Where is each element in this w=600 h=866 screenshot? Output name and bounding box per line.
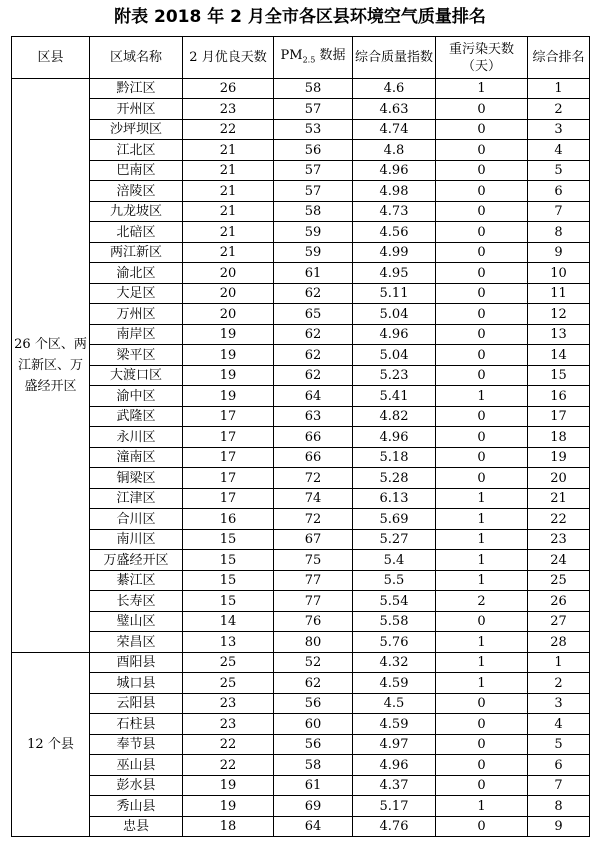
heavy-days-cell: 1 [436, 509, 528, 530]
good-days-cell: 19 [183, 386, 274, 407]
heavy-days-cell: 0 [436, 243, 528, 263]
pm25-cell: 52 [274, 653, 353, 673]
rank-cell: 20 [528, 468, 590, 489]
index-cell: 5.4 [353, 550, 436, 571]
heavy-days-cell: 1 [436, 550, 528, 571]
pm25-cell: 72 [274, 468, 353, 489]
index-cell: 5.18 [353, 448, 436, 468]
header-good-days: 2 月优良天数 [183, 37, 274, 79]
index-cell: 4.98 [353, 181, 436, 202]
index-cell: 4.96 [353, 427, 436, 448]
pm25-cell: 62 [274, 284, 353, 304]
area-cell: 奉节县 [90, 735, 183, 755]
table-row [12, 79, 590, 99]
good-days-cell: 19 [183, 345, 274, 366]
table-row [12, 120, 590, 140]
rank-cell: 12 [528, 304, 590, 325]
air-quality-ranking-table [11, 36, 590, 837]
table-row [12, 509, 590, 530]
index-cell: 4.96 [353, 325, 436, 345]
pm25-cell: 58 [274, 79, 353, 99]
pm25-cell: 56 [274, 140, 353, 161]
rank-cell: 27 [528, 612, 590, 632]
table-row [12, 591, 590, 612]
header-index: 综合质量指数 [353, 37, 436, 79]
good-days-cell: 22 [183, 735, 274, 755]
pm25-cell: 59 [274, 243, 353, 263]
area-cell: 江北区 [90, 140, 183, 161]
rank-cell: 13 [528, 325, 590, 345]
area-cell: 巴南区 [90, 161, 183, 181]
area-cell: 荣昌区 [90, 632, 183, 653]
index-cell: 5.58 [353, 612, 436, 632]
pm25-cell: 64 [274, 817, 353, 837]
good-days-cell: 19 [183, 366, 274, 386]
table-row [12, 755, 590, 776]
good-days-cell: 17 [183, 427, 274, 448]
rank-cell: 3 [528, 694, 590, 714]
area-cell: 彭水县 [90, 776, 183, 796]
area-cell: 潼南区 [90, 448, 183, 468]
good-days-cell: 22 [183, 120, 274, 140]
heavy-days-cell: 0 [436, 755, 528, 776]
heavy-days-cell: 0 [436, 202, 528, 222]
rank-cell: 9 [528, 243, 590, 263]
table-row [12, 99, 590, 120]
index-cell: 4.6 [353, 79, 436, 99]
rank-cell: 5 [528, 161, 590, 181]
index-cell: 4.59 [353, 673, 436, 694]
area-cell: 綦江区 [90, 571, 183, 591]
pm-suffix: 数据 [315, 47, 346, 63]
table-row [12, 530, 590, 550]
heavy-days-cell: 1 [436, 673, 528, 694]
table-row [12, 694, 590, 714]
index-cell: 5.69 [353, 509, 436, 530]
district-group-cell: 26 个区、两江新区、万盛经开区 [12, 79, 90, 653]
area-cell: 秀山县 [90, 796, 183, 817]
heavy-days-cell: 0 [436, 776, 528, 796]
pm25-cell: 69 [274, 796, 353, 817]
table-row [12, 817, 590, 837]
rank-cell: 7 [528, 776, 590, 796]
index-cell: 4.96 [353, 755, 436, 776]
good-days-cell: 22 [183, 755, 274, 776]
heavy-days-cell: 0 [436, 345, 528, 366]
rank-cell: 25 [528, 571, 590, 591]
index-cell: 4.76 [353, 817, 436, 837]
rank-cell: 23 [528, 530, 590, 550]
good-days-cell: 21 [183, 243, 274, 263]
rank-cell: 11 [528, 284, 590, 304]
heavy-days-cell: 0 [436, 120, 528, 140]
area-cell: 梁平区 [90, 345, 183, 366]
header-row [12, 37, 590, 79]
heavy-days-cell: 1 [436, 571, 528, 591]
heavy-days-cell: 0 [436, 263, 528, 284]
good-days-cell: 23 [183, 694, 274, 714]
area-cell: 黔江区 [90, 79, 183, 99]
pm25-cell: 57 [274, 181, 353, 202]
table-row [12, 427, 590, 448]
heavy-days-cell: 0 [436, 735, 528, 755]
rank-cell: 5 [528, 735, 590, 755]
pm25-cell: 77 [274, 591, 353, 612]
area-cell: 城口县 [90, 673, 183, 694]
pm25-cell: 53 [274, 120, 353, 140]
heavy-days-cell: 2 [436, 591, 528, 612]
table-row [12, 366, 590, 386]
area-cell: 涪陵区 [90, 181, 183, 202]
pm25-cell: 61 [274, 263, 353, 284]
area-cell: 武隆区 [90, 407, 183, 427]
good-days-cell: 25 [183, 653, 274, 673]
pm25-cell: 60 [274, 714, 353, 735]
heavy-days-cell: 0 [436, 714, 528, 735]
rank-cell: 8 [528, 796, 590, 817]
heavy-days-cell: 1 [436, 386, 528, 407]
area-cell: 渝北区 [90, 263, 183, 284]
good-days-cell: 17 [183, 468, 274, 489]
good-days-cell: 19 [183, 776, 274, 796]
heavy-days-cell: 0 [436, 222, 528, 243]
table-row [12, 714, 590, 735]
heavy-days-cell: 0 [436, 99, 528, 120]
rank-cell: 16 [528, 386, 590, 407]
good-days-cell: 19 [183, 325, 274, 345]
area-cell: 长寿区 [90, 591, 183, 612]
index-cell: 4.8 [353, 140, 436, 161]
area-cell: 合川区 [90, 509, 183, 530]
good-days-cell: 23 [183, 99, 274, 120]
index-cell: 4.96 [353, 161, 436, 181]
index-cell: 5.41 [353, 386, 436, 407]
area-cell: 九龙坡区 [90, 202, 183, 222]
area-cell: 璧山区 [90, 612, 183, 632]
area-cell: 忠县 [90, 817, 183, 837]
area-cell: 万州区 [90, 304, 183, 325]
rank-cell: 4 [528, 714, 590, 735]
good-days-cell: 14 [183, 612, 274, 632]
table-row [12, 181, 590, 202]
table-row [12, 673, 590, 694]
rank-cell: 26 [528, 591, 590, 612]
rank-cell: 2 [528, 673, 590, 694]
rank-cell: 19 [528, 448, 590, 468]
pm25-cell: 76 [274, 612, 353, 632]
good-days-cell: 21 [183, 161, 274, 181]
area-cell: 两江新区 [90, 243, 183, 263]
area-cell: 江津区 [90, 489, 183, 509]
table-row [12, 140, 590, 161]
table-row [12, 735, 590, 755]
heavy-days-cell: 0 [436, 817, 528, 837]
heavy-days-cell: 0 [436, 407, 528, 427]
rank-cell: 21 [528, 489, 590, 509]
index-cell: 5.11 [353, 284, 436, 304]
index-cell: 5.76 [353, 632, 436, 653]
index-cell: 4.56 [353, 222, 436, 243]
index-cell: 6.13 [353, 489, 436, 509]
good-days-cell: 20 [183, 304, 274, 325]
rank-cell: 15 [528, 366, 590, 386]
heavy-days-cell: 0 [436, 140, 528, 161]
heavy-days-cell: 0 [436, 161, 528, 181]
pm25-cell: 59 [274, 222, 353, 243]
table-row [12, 263, 590, 284]
pm25-cell: 75 [274, 550, 353, 571]
rank-cell: 28 [528, 632, 590, 653]
index-cell: 5.17 [353, 796, 436, 817]
good-days-cell: 20 [183, 263, 274, 284]
index-cell: 4.97 [353, 735, 436, 755]
pm25-cell: 72 [274, 509, 353, 530]
rank-cell: 18 [528, 427, 590, 448]
heavy-days-cell: 1 [436, 530, 528, 550]
area-cell: 大足区 [90, 284, 183, 304]
rank-cell: 6 [528, 755, 590, 776]
area-cell: 石柱县 [90, 714, 183, 735]
index-cell: 4.37 [353, 776, 436, 796]
pm-subscript: 2.5 [302, 55, 316, 65]
pm25-cell: 56 [274, 694, 353, 714]
index-cell: 4.59 [353, 714, 436, 735]
table-row [12, 612, 590, 632]
heavy-days-cell: 0 [436, 468, 528, 489]
header-district: 区县 [12, 37, 90, 79]
area-cell: 永川区 [90, 427, 183, 448]
table-row [12, 776, 590, 796]
pm25-cell: 58 [274, 755, 353, 776]
pm25-cell: 66 [274, 448, 353, 468]
table-row [12, 489, 590, 509]
heavy-days-cell: 0 [436, 694, 528, 714]
index-cell: 4.63 [353, 99, 436, 120]
table-body [12, 79, 590, 837]
table-row [12, 345, 590, 366]
good-days-cell: 15 [183, 591, 274, 612]
header-pm25 [274, 37, 353, 79]
table-row [12, 202, 590, 222]
heavy-days-cell: 1 [436, 653, 528, 673]
index-cell: 4.99 [353, 243, 436, 263]
pm25-cell: 80 [274, 632, 353, 653]
index-cell: 4.5 [353, 694, 436, 714]
pm25-cell: 61 [274, 776, 353, 796]
index-cell: 5.27 [353, 530, 436, 550]
table-row [12, 571, 590, 591]
page-title: 附表 2018 年 2 月全市各区县环境空气质量排名 [114, 7, 486, 27]
good-days-cell: 21 [183, 202, 274, 222]
table-row [12, 796, 590, 817]
index-cell: 4.32 [353, 653, 436, 673]
good-days-cell: 15 [183, 550, 274, 571]
area-cell: 南岸区 [90, 325, 183, 345]
table-row [12, 632, 590, 653]
table-row [12, 653, 590, 673]
header-rank: 综合排名 [528, 37, 590, 79]
good-days-cell: 16 [183, 509, 274, 530]
rank-cell: 2 [528, 99, 590, 120]
pm25-cell: 57 [274, 161, 353, 181]
rank-cell: 9 [528, 817, 590, 837]
area-cell: 南川区 [90, 530, 183, 550]
heavy-days-cell: 0 [436, 325, 528, 345]
index-cell: 4.74 [353, 120, 436, 140]
pm25-cell: 66 [274, 427, 353, 448]
heavy-days-cell: 0 [436, 448, 528, 468]
index-cell: 4.95 [353, 263, 436, 284]
good-days-cell: 17 [183, 448, 274, 468]
index-cell: 4.82 [353, 407, 436, 427]
table-row [12, 222, 590, 243]
heavy-days-cell: 1 [436, 796, 528, 817]
good-days-cell: 15 [183, 571, 274, 591]
table-row [12, 448, 590, 468]
rank-cell: 1 [528, 653, 590, 673]
good-days-cell: 21 [183, 222, 274, 243]
heavy-days-cell: 1 [436, 632, 528, 653]
pm25-cell: 62 [274, 366, 353, 386]
table-row [12, 468, 590, 489]
good-days-cell: 26 [183, 79, 274, 99]
heavy-days-cell: 0 [436, 366, 528, 386]
pm25-cell: 77 [274, 571, 353, 591]
rank-cell: 17 [528, 407, 590, 427]
rank-cell: 22 [528, 509, 590, 530]
area-cell: 沙坪坝区 [90, 120, 183, 140]
index-cell: 5.04 [353, 345, 436, 366]
heavy-days-cell: 0 [436, 427, 528, 448]
pm25-cell: 62 [274, 345, 353, 366]
good-days-cell: 20 [183, 284, 274, 304]
good-days-cell: 13 [183, 632, 274, 653]
pm25-cell: 65 [274, 304, 353, 325]
area-cell: 酉阳县 [90, 653, 183, 673]
pm-prefix: PM [280, 47, 303, 63]
table-row [12, 161, 590, 181]
area-cell: 渝中区 [90, 386, 183, 407]
header-heavy-days: 重污染天数（天） [436, 37, 528, 79]
rank-cell: 6 [528, 181, 590, 202]
good-days-cell: 17 [183, 489, 274, 509]
heavy-days-cell: 0 [436, 284, 528, 304]
heavy-days-cell: 0 [436, 612, 528, 632]
table-row [12, 325, 590, 345]
heavy-days-cell: 1 [436, 79, 528, 99]
rank-cell: 10 [528, 263, 590, 284]
good-days-cell: 17 [183, 407, 274, 427]
heavy-days-cell: 0 [436, 304, 528, 325]
good-days-cell: 25 [183, 673, 274, 694]
index-cell: 5.04 [353, 304, 436, 325]
good-days-cell: 21 [183, 181, 274, 202]
header-area: 区域名称 [90, 37, 183, 79]
rank-cell: 14 [528, 345, 590, 366]
good-days-cell: 18 [183, 817, 274, 837]
area-cell: 巫山县 [90, 755, 183, 776]
rank-cell: 1 [528, 79, 590, 99]
heavy-days-cell: 0 [436, 181, 528, 202]
table-row [12, 386, 590, 407]
table-row [12, 407, 590, 427]
good-days-cell: 23 [183, 714, 274, 735]
pm25-cell: 62 [274, 325, 353, 345]
table-row [12, 284, 590, 304]
area-cell: 铜梁区 [90, 468, 183, 489]
index-cell: 5.54 [353, 591, 436, 612]
area-cell: 大渡口区 [90, 366, 183, 386]
pm25-cell: 64 [274, 386, 353, 407]
good-days-cell: 19 [183, 796, 274, 817]
table-row [12, 304, 590, 325]
area-cell: 云阳县 [90, 694, 183, 714]
good-days-cell: 15 [183, 530, 274, 550]
index-cell: 5.5 [353, 571, 436, 591]
pm25-cell: 58 [274, 202, 353, 222]
area-cell: 北碚区 [90, 222, 183, 243]
rank-cell: 3 [528, 120, 590, 140]
district-group-cell: 12 个县 [12, 653, 90, 837]
index-cell: 5.23 [353, 366, 436, 386]
rank-cell: 8 [528, 222, 590, 243]
table-row [12, 243, 590, 263]
rank-cell: 24 [528, 550, 590, 571]
table-row [12, 550, 590, 571]
pm25-cell: 57 [274, 99, 353, 120]
pm25-cell: 74 [274, 489, 353, 509]
rank-cell: 4 [528, 140, 590, 161]
pm25-cell: 67 [274, 530, 353, 550]
index-cell: 5.28 [353, 468, 436, 489]
area-cell: 万盛经开区 [90, 550, 183, 571]
pm25-cell: 63 [274, 407, 353, 427]
pm25-cell: 56 [274, 735, 353, 755]
good-days-cell: 21 [183, 140, 274, 161]
rank-cell: 7 [528, 202, 590, 222]
pm25-cell: 62 [274, 673, 353, 694]
area-cell: 开州区 [90, 99, 183, 120]
heavy-days-cell: 1 [436, 489, 528, 509]
index-cell: 4.73 [353, 202, 436, 222]
